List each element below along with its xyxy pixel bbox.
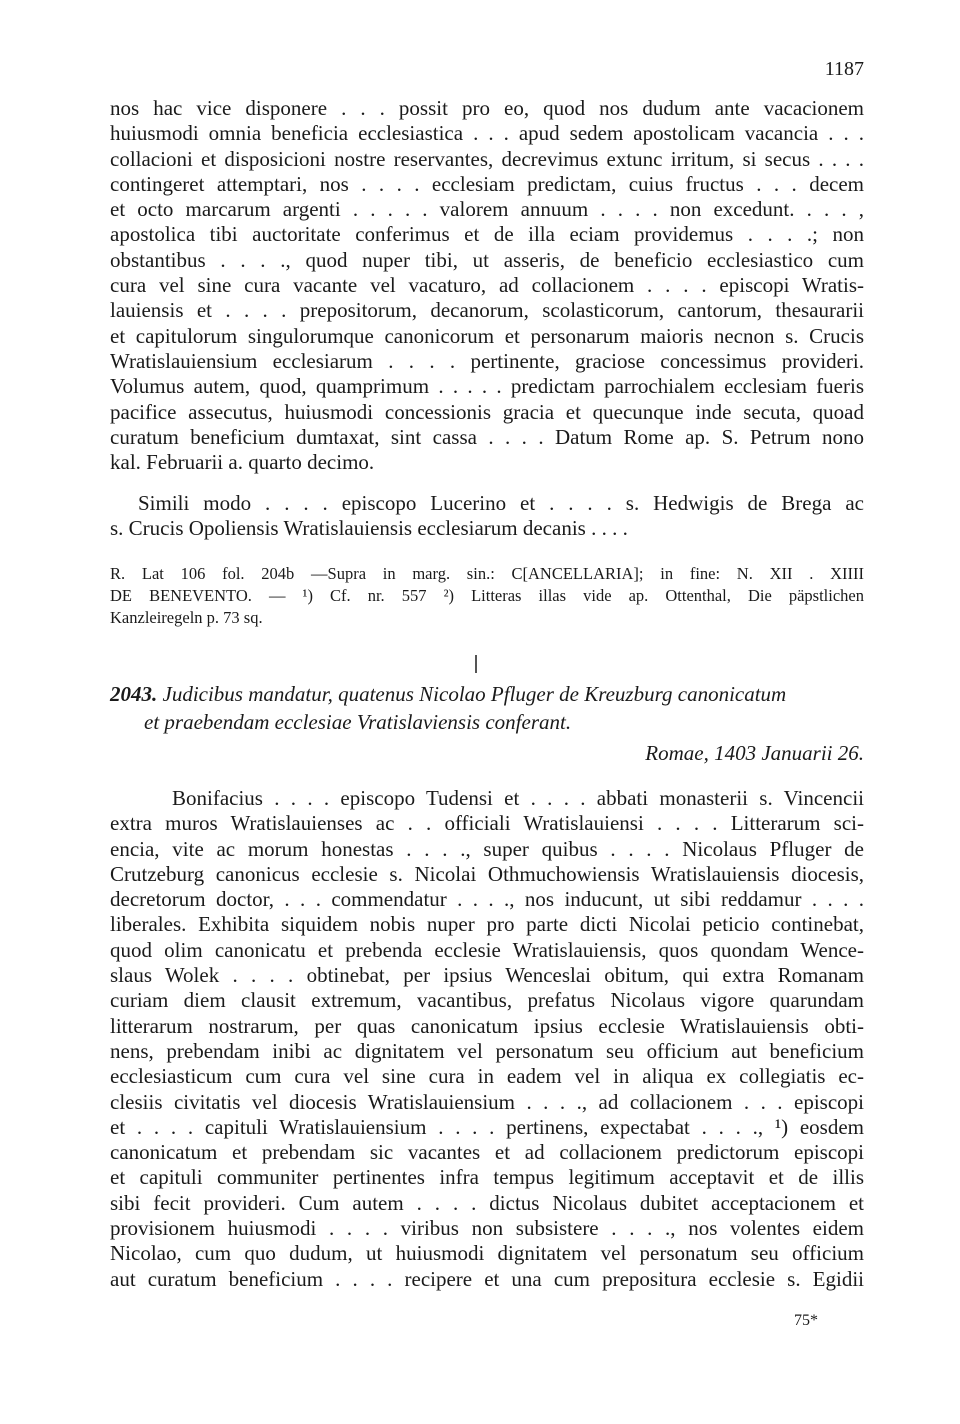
section-separator (475, 655, 477, 673)
text-line: curiam diem clausit extremum, vacantibus, prefatus Nicolaus vigore quarundam (110, 988, 864, 1013)
document-heading (110, 680, 864, 736)
document-body (110, 786, 864, 1292)
footnotes (110, 563, 864, 629)
text-line: provisionem huiusmodi . . . . viribus non subsistere . . . ., nos volentes eidem (110, 1216, 864, 1241)
text-line: Nicolao, cum quo dudum, ut huiusmodi dignitatem vel personatum seu officium (110, 1241, 864, 1266)
text-line: slaus Wolek . . . . obtinebat, per ipsius Wenceslai obitum, qui extra Romanam (110, 963, 864, 988)
footnote-line: R. Lat 106 fol. 204b —Supra in marg. sin.: C[ANCELLARIA]; in fine: N. XII . XIIII (110, 564, 864, 583)
text-line: Simili modo . . . . episcopo Lucerino et . . . . s. Hedwigis de Brega ac (138, 491, 864, 515)
text-line: encia, vite ac morum honestas . . . ., super quibus . . . . Nicolaus Pfluger de (110, 836, 864, 861)
text-line: collacioni et disposicioni nostre reservantes, decrevimus extunc irritum, si secus . . . . (110, 146, 864, 171)
text-line: aut curatum beneficium . . . . recipere et una cum prepositura ecclesie s. Egidii (110, 1266, 864, 1291)
text-line: et . . . . capituli Wratislauiensium . . . . pertinens, expectabat . . . ., ¹) eosdem (110, 1114, 864, 1139)
text-line: et octo marcarum argenti . . . . . valorem annuum . . . . non excedunt. . . . , (110, 197, 864, 222)
text-line: decretorum doctor, . . . commendatur . . . ., nos inducunt, ut sibi reddamur . . . . (110, 887, 864, 912)
footnote-line: Kanzleiregeln p. 73 sq. (110, 608, 263, 627)
text-line: contingeret attemptari, nos . . . . ecclesiam predictam, cuius fructus . . . decem (110, 171, 864, 196)
text-line: Crutzeburg canonicus ecclesie s. Nicolai Othmuchowiensis Wratislauiensis diocesis, (110, 861, 864, 886)
continuation-text (110, 96, 864, 475)
text-line: s. Crucis Opoliensis Wratislauiensis ecclesiarum decanis . . . . (110, 516, 628, 541)
text-line: litterarum nostrarum, per quas canonicatum ipsius ecclesie Wratislauiensis obti- (110, 1013, 864, 1038)
text-line: cura vel sine cura vacante vel vacaturo, ad collacionem . . . . episcopi Wratis- (110, 273, 864, 298)
text-line: clesiis civitatis vel diocesis Wratislauiensium . . . ., ad collacionem . . . episcopi (110, 1089, 864, 1114)
text-line: pacifice assecutus, huiusmodi concessionis gracia et quecunque inde secuta, quoad (110, 399, 864, 424)
document-date: Romae, 1403 Januarii 26. (645, 741, 864, 765)
page-number: 1187 (824, 58, 864, 80)
text-line: lauiensis et . . . . prepositorum, decanorum, scolasticorum, cantorum, thesaurarii (110, 298, 864, 323)
text-line: liberales. Exhibita siquidem nobis nuper pro parte dicti Nicolai peticio continebat, (110, 912, 864, 937)
text-line: nos hac vice disponere . . . possit pro eo, quod nos dudum ante vacacionem (110, 96, 864, 120)
footnote-line: DE BENEVENTO. — ¹) Cf. nr. 557 ²) Litteras illas vide ap. Ottenthal, Die päpstlichen (110, 586, 864, 605)
text-line: ecclesiasticum cum cura vel sine cura in eadem vel in aliqua ex collegiatis ec- (110, 1064, 864, 1089)
text-line: curatum beneficium dumtaxat, sint cassa . . . . Datum Rome ap. S. Petrum nono (110, 424, 864, 449)
text-line: huiusmodi omnia beneficia ecclesiastica . . . apud sedem apostolicam vacancia . . . (110, 121, 864, 146)
text-line: extra muros Wratislauienses ac . . officiali Wratislauiensi . . . . Litterarum sci- (110, 811, 864, 836)
text-line: obstantibus . . . ., quod nuper tibi, ut asseris, de beneficio ecclesiastico cum (110, 247, 864, 272)
heading-line-1: Judicibus mandatur, quatenus Nicolao Pfluger de Kreuzburg canonicatum (162, 682, 787, 706)
text-line: nens, prebendam inibi ac dignitatem vel personatum seu officium aut beneficium (110, 1038, 864, 1063)
text-line: et capitulorum singulorumque canonicorum et personarum maioris necnon s. Crucis (110, 323, 864, 348)
text-line: Volumus autem, quod, quamprimum . . . . . predictam parrochialem ecclesiam fueris (110, 374, 864, 399)
text-line: sibi fecit provideri. Cum autem . . . . dictus Nicolaus dubitet acceptacionem et (110, 1190, 864, 1215)
text-line: kal. Februarii a. quarto decimo. (110, 450, 375, 475)
text-line: Wratislauiensium ecclesiarum . . . . pertinente, graciose concessimus provideri. (110, 348, 864, 373)
text-line: et capituli communiter pertinentes infra tempus legitimum acceptavit et de illis (110, 1165, 864, 1190)
simili-paragraph (110, 491, 864, 542)
heading-line-2: et praebendam ecclesiae Vratislaviensis conferant. (144, 710, 572, 734)
document-number: 2043. (110, 682, 158, 706)
sheet-signature: 75* (794, 1312, 818, 1329)
text-line: Bonifacius . . . . episcopo Tudensi et . . . . abbati monasterii s. Vincencii (172, 786, 864, 810)
text-line: quod olim canonicatu et prebenda ecclesie Wratislauiensis, quos quondam Wence- (110, 937, 864, 962)
text-line: apostolica tibi auctoritate conferimus et de illa eciam providemus . . . .; non (110, 222, 864, 247)
text-line: canonicatum et prebendam sic vacantes et ad collacionem predictorum episcopi (110, 1140, 864, 1165)
